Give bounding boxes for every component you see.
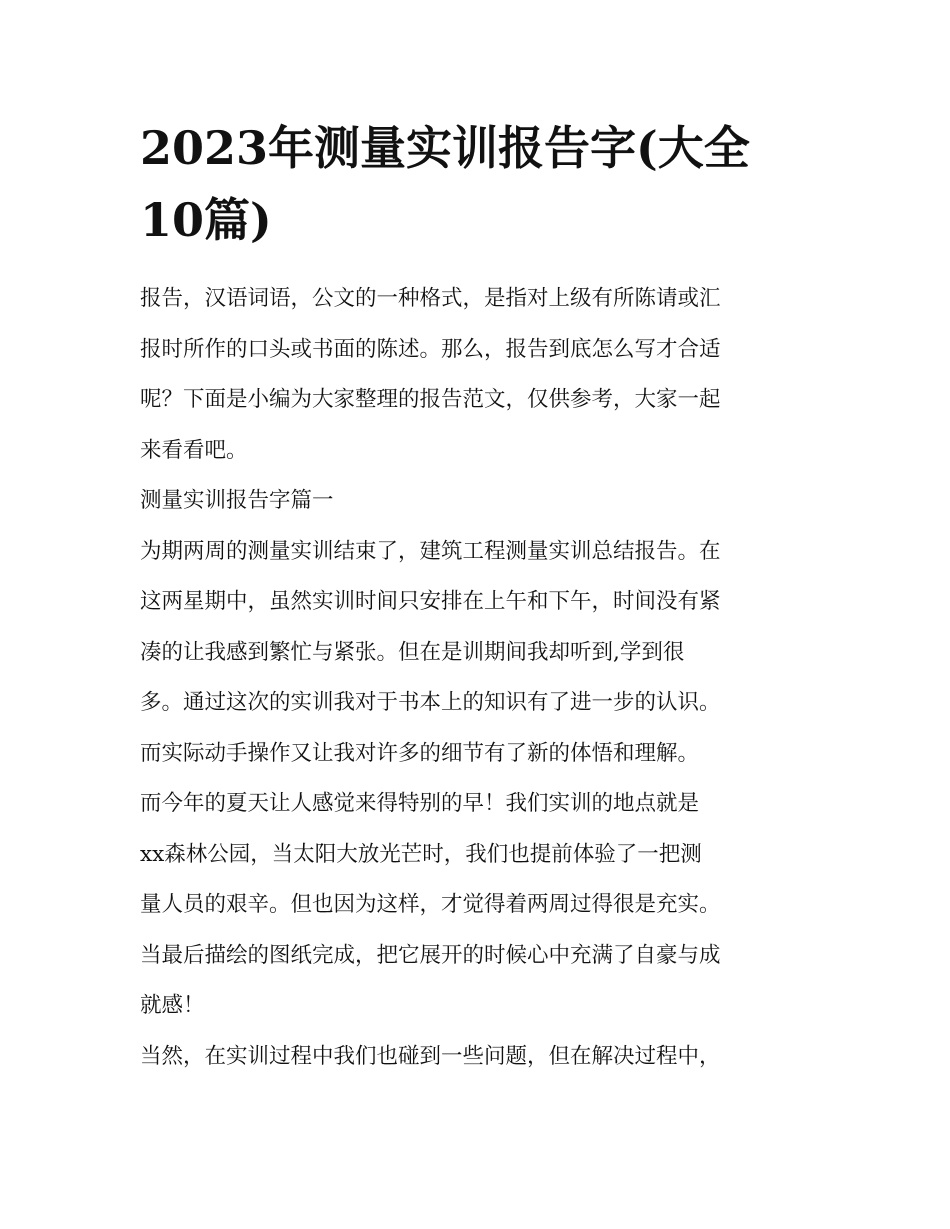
paragraph-line-8: 量人员的艰辛。但也因为这样，才觉得着两周过得很是充实。 xyxy=(140,892,721,917)
paragraph-line-6: 而今年的夏天让人感觉来得特别的早！我们实训的地点就是 xyxy=(140,791,700,816)
paragraph-line-4: 多。通过这次的实训我对于书本上的知识有了进一步的认识。 xyxy=(140,690,721,715)
document-page xyxy=(140,112,812,1082)
paragraph-line-9: 当最后描绘的图纸完成，把它展开的时候心中充满了自豪与成 xyxy=(140,942,721,968)
intro-line-4: 来看看吧。 xyxy=(140,437,248,463)
intro-line-3: 呢？下面是小编为大家整理的报告范文，仅供参考，大家一起 xyxy=(140,387,721,412)
intro-line-1: 报告，汉语词语，公文的一种格式，是指对上级有所陈请或汇 xyxy=(140,286,721,311)
paragraph-line-7: xx森林公园，当太阳大放光芒时，我们也提前体验了一把测 xyxy=(140,841,702,867)
paragraph-line-11: 当然，在实训过程中我们也碰到一些问题，但在解决过程中， xyxy=(140,1043,721,1069)
document-title xyxy=(140,112,812,256)
title-line-1: 2023年测量实训报告字(大全 xyxy=(140,121,750,175)
paragraph-line-5: 而实际动手操作又让我对许多的细节有了新的体悟和理解。 xyxy=(140,740,700,766)
paragraph-line-10: 就感！ xyxy=(140,993,205,1018)
paragraph-line-2: 这两星期中，虽然实训时间只安排在上午和下午，时间没有紧 xyxy=(140,589,721,614)
title-line-2: 10篇) xyxy=(140,193,272,247)
paragraph-line-3: 凑的让我感到繁忙与紧张。但在是训期间我却听到,学到很 xyxy=(140,639,685,665)
paragraph-line-1: 为期两周的测量实训结束了，建筑工程测量实训总结报告。在 xyxy=(140,538,721,564)
document-body xyxy=(140,274,812,1082)
intro-line-2: 报时所作的口头或书面的陈述。那么，报告到底怎么写才合适 xyxy=(140,336,721,362)
section-heading: 测量实训报告字篇一 xyxy=(140,488,334,513)
